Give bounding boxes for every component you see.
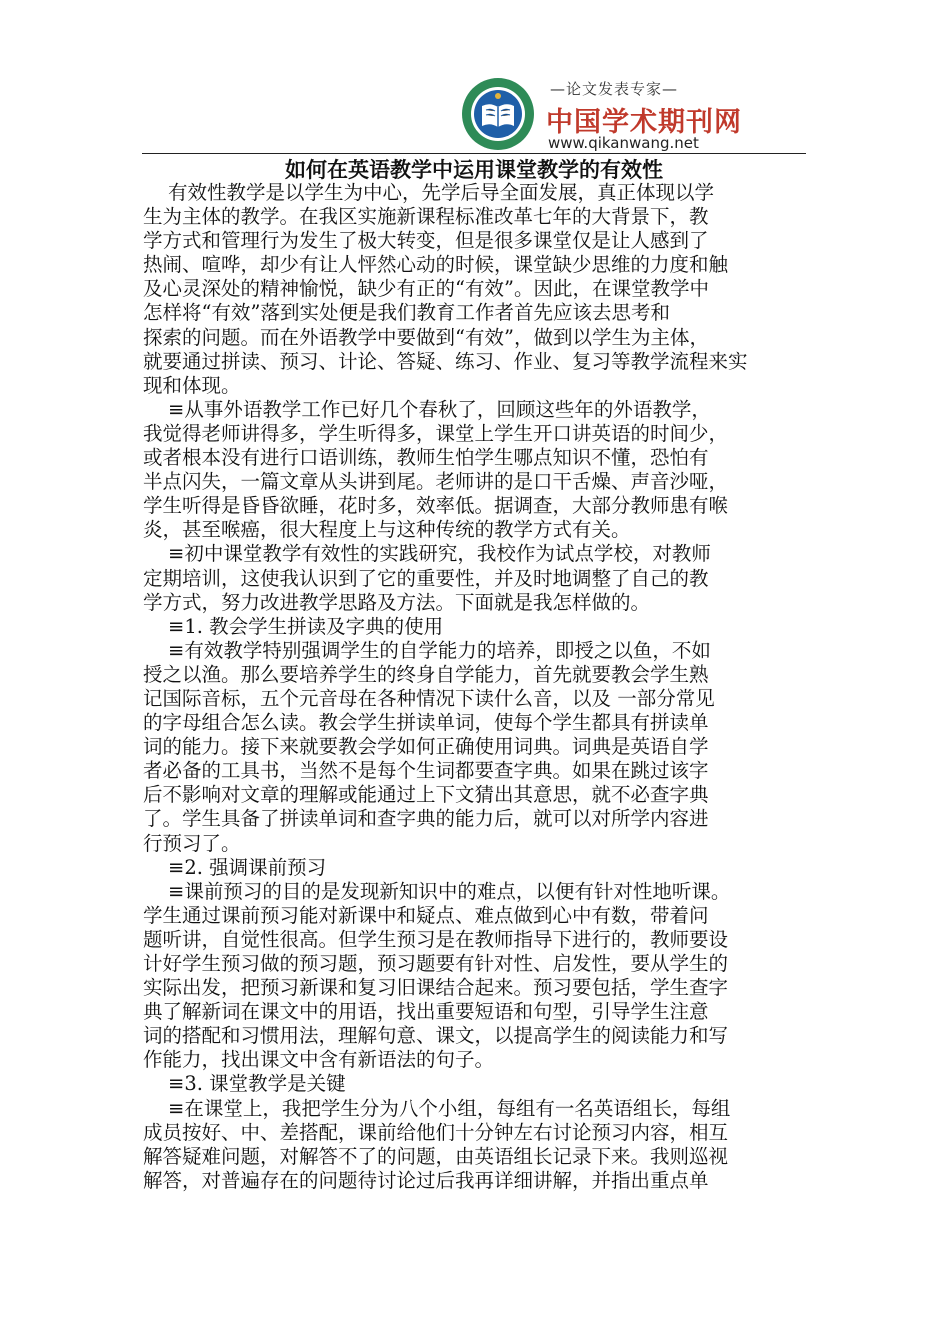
site-name: 中国学术期刊网: [546, 107, 742, 138]
site-tagline: —论文发表专家—: [550, 80, 679, 98]
site-url: www.qikanwang.net: [548, 134, 699, 152]
site-logo-icon: [460, 76, 536, 152]
text-line: 题听讲，自觉性很高。但学生预习是在教师指导下进行的，教师要设: [143, 927, 729, 951]
text-line: 半点闪失，一篇文章从头讲到尾。老师讲的是口干舌燥、声音沙哑，: [143, 470, 729, 494]
text-line: 者必备的工具书，当然不是每个生词都要查字典。如果在跳过该字: [143, 759, 709, 783]
text-line: ≡1. 教会学生拼读及字典的使用: [168, 614, 444, 638]
text-line: ≡有效教学特别强调学生的自学能力的培养，即授之以鱼，不如: [168, 638, 711, 662]
text-line: ≡在课堂上，我把学生分为八个小组，每组有一名英语组长，每组: [168, 1096, 731, 1120]
text-line: 及心灵深处的精神愉悦，缺少有正的“有效”。因此，在课堂教学中: [143, 277, 709, 301]
text-line: 行预习了。: [143, 831, 241, 855]
text-line: 成员按好、中、差搭配，课前给他们十分钟左右讨论预习内容，相互: [143, 1120, 729, 1144]
text-line: 解答，对普遍存在的问题待讨论过后我再详细讲解，并指出重点单: [143, 1168, 709, 1192]
text-line: 记国际音标，五个元音母在各种情况下读什么音，以及 一部分常见: [143, 686, 715, 710]
text-line: 有效性教学是以学生为中心，先学后导全面发展，真正体现以学: [168, 181, 715, 204]
text-line: 热闹、喧哗，却少有让人怦然心动的时候，课堂缺少思维的力度和触: [143, 253, 729, 277]
text-line: 词的搭配和习惯用法，理解句意、课文，以提高学生的阅读能力和写: [143, 1024, 729, 1048]
document-title: 如何在英语教学中运用课堂教学的有效性: [285, 157, 663, 182]
header-divider: [142, 153, 806, 154]
text-line: 实际出发，把预习新课和复习旧课结合起来。预习要包括，学生查字: [143, 976, 729, 1000]
text-line: ≡课前预习的目的是发现新知识中的难点，以便有针对性地听课。: [168, 879, 731, 903]
text-line: ≡2. 强调课前预习: [168, 855, 327, 879]
text-line: 词的能力。接下来就要教会学如何正确使用词典。词典是英语自学: [143, 735, 709, 759]
text-line: 作能力，找出课文中含有新语法的句子。: [143, 1048, 495, 1072]
text-line: ≡初中课堂教学有效性的实践研究，我校作为试点学校，对教师: [168, 542, 711, 566]
text-line: 学生通过课前预习能对新课中和疑点、难点做到心中有数，带着问: [143, 903, 709, 927]
text-line: 授之以渔。那么要培养学生的终身自学能力，首先就要教会学生熟: [143, 662, 709, 686]
text-line: 怎样将“有效”落到实处便是我们教育工作者首先应该去思考和: [143, 301, 670, 325]
text-line: 的字母组合怎么读。教会学生拼读单词，使每个学生都具有拼读单: [143, 711, 709, 735]
text-line: ≡从事外语教学工作已好几个春秋了，回顾这些年的外语教学，: [168, 397, 711, 421]
text-line: 后不影响对文章的理解或能通过上下文猜出其意思，就不必查字典: [143, 783, 709, 807]
text-line: 探索的问题。而在外语教学中要做到“有效”，做到以学生为主体，: [143, 325, 709, 349]
text-line: 或者根本没有进行口语训练，教师生怕学生哪点知识不懂，恐怕有: [143, 446, 709, 470]
text-line: 计好学生预习做的预习题，预习题要有针对性、启发性，要从学生的: [143, 952, 729, 975]
text-line: 解答疑难问题，对解答不了的问题，由英语组长记录下来。我则巡视: [143, 1144, 729, 1168]
text-line: 现和体现。: [143, 373, 241, 397]
text-line: 学方式，努力改进教学思路及方法。下面就是我怎样做的。: [143, 590, 651, 614]
site-header: [458, 72, 742, 156]
text-line: 生为主体的教学。在我区实施新课程标准改革七年的大背景下，教: [143, 205, 709, 229]
text-line: 了。学生具备了拼读单词和查字典的能力后，就可以对所学内容进: [143, 807, 709, 831]
text-line: 我觉得老师讲得多，学生听得多，课堂上学生开口讲英语的时间少，: [143, 421, 729, 445]
text-line: 典了解新词在课文中的用语，找出重要短语和句型，引导学生注意: [143, 1000, 709, 1024]
text-line: 定期培训，这使我认识到了它的重要性，并及时地调整了自己的教: [143, 566, 709, 590]
text-line: 学方式和管理行为发生了极大转变，但是很多课堂仅是让人感到了: [143, 229, 709, 253]
text-line: ≡3. 课堂教学是关键: [168, 1072, 346, 1096]
text-line: 炎，甚至喉癌，很大程度上与这种传统的教学方式有关。: [143, 518, 631, 542]
document-body: [143, 181, 795, 1193]
text-line: 学生听得是昏昏欲睡，花时多，效率低。据调查，大部分教师患有喉: [143, 494, 729, 518]
text-line: 就要通过拼读、预习、计论、答疑、练习、作业、复习等教学流程来实: [143, 349, 748, 373]
